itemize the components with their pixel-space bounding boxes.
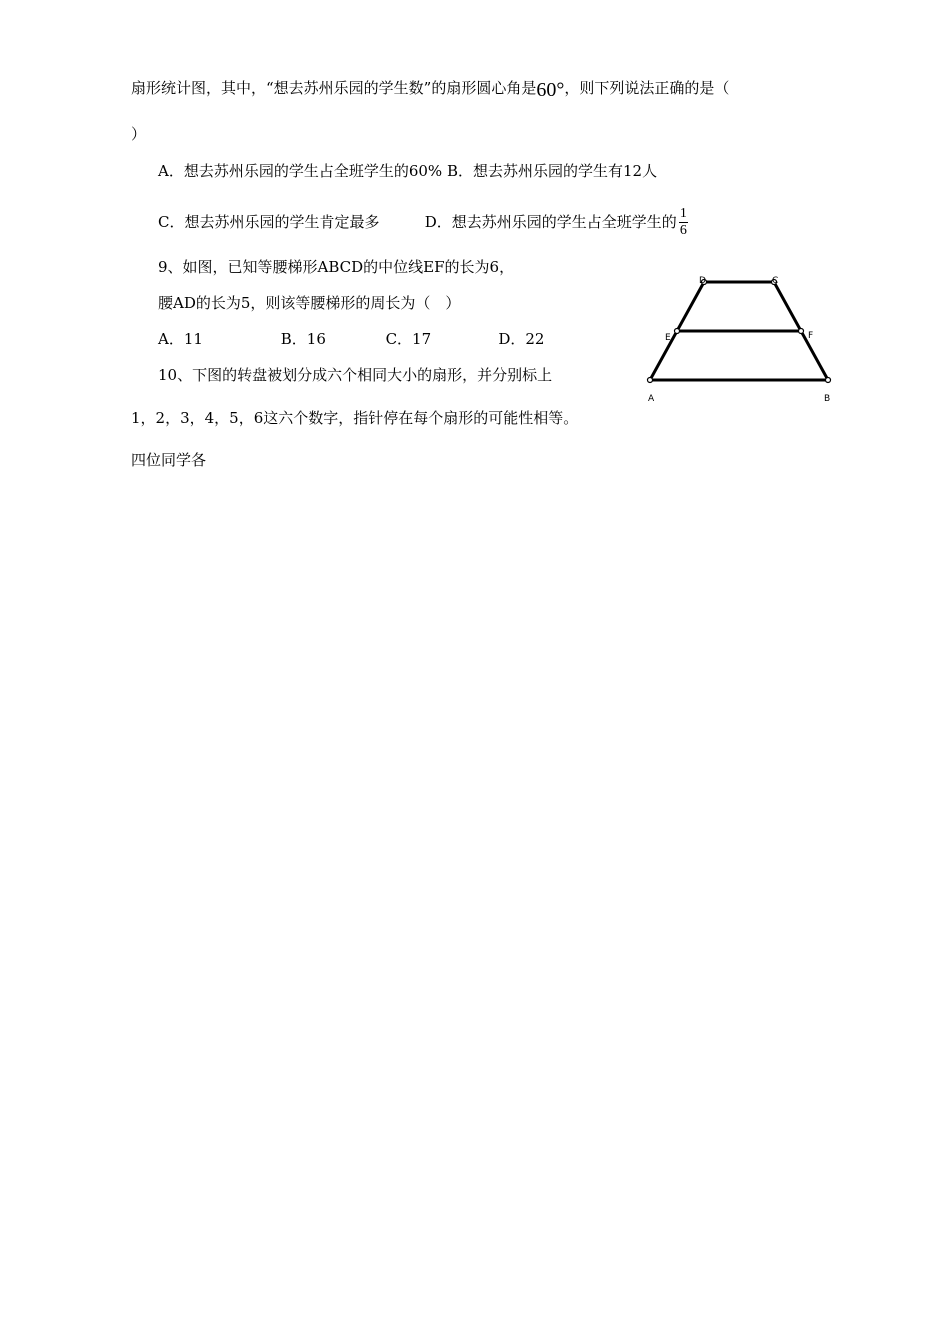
label-d: D <box>699 276 706 286</box>
label-f: F <box>808 331 814 341</box>
q8-angle: 60° <box>536 79 565 101</box>
q8-option-d: D．想去苏州乐园的学生占全班学生的 <box>424 212 677 231</box>
q8-fraction-numerator: 1 <box>679 206 687 221</box>
q8-option-c: C．想去苏州乐园的学生肯定最多 <box>158 212 380 231</box>
q8-option-a: A．想去苏州乐园的学生占全班学生的60% <box>158 162 443 180</box>
q8-options-row1 <box>158 161 657 181</box>
label-c: C <box>772 276 779 286</box>
q9-options <box>158 329 544 349</box>
q8-options-row2 <box>158 206 688 239</box>
q8-option-b: B．想去苏州乐园的学生有12人 <box>446 162 658 180</box>
vertex-b <box>826 378 831 383</box>
q8-stem-line1 <box>131 78 729 100</box>
label-e: E <box>665 333 671 343</box>
point-e <box>675 329 680 334</box>
q9-option-b: B．16 <box>280 330 326 348</box>
q9-stem-line1: 9、如图，已知等腰梯形ABCD的中位线EF的长为6， <box>158 258 515 276</box>
q9-option-d: D．22 <box>498 330 545 348</box>
q8-stem-end: ，则下列说法正确的是（ <box>564 79 730 97</box>
trapezoid-figure <box>640 268 840 408</box>
label-b: B <box>824 394 831 404</box>
label-a: A <box>648 394 655 404</box>
q8-fraction <box>679 206 688 239</box>
q8-stem-line2: ） <box>131 125 147 143</box>
q10-stem-line1: 10、下图的转盘被划分成六个相同大小的扇形，并分别标上 <box>158 366 553 384</box>
q10-stem-line3: 四位同学各 <box>131 451 207 469</box>
q8-fraction-denominator: 6 <box>679 223 687 238</box>
q9-option-a: A．11 <box>158 330 203 348</box>
q9-stem-line2: 腰AD的长为5，则该等腰梯形的周长为（ ） <box>158 294 461 312</box>
point-f <box>799 329 804 334</box>
q8-stem-text: 扇形统计图，其中，“想去苏州乐园的学生数”的扇形圆心角是 <box>131 79 537 97</box>
vertex-a <box>648 378 653 383</box>
q9-option-c: C．17 <box>385 330 432 348</box>
q10-stem-line2: 1，2，3，4，5，6这六个数字，指针停在每个扇形的可能性相等。 <box>131 409 579 427</box>
